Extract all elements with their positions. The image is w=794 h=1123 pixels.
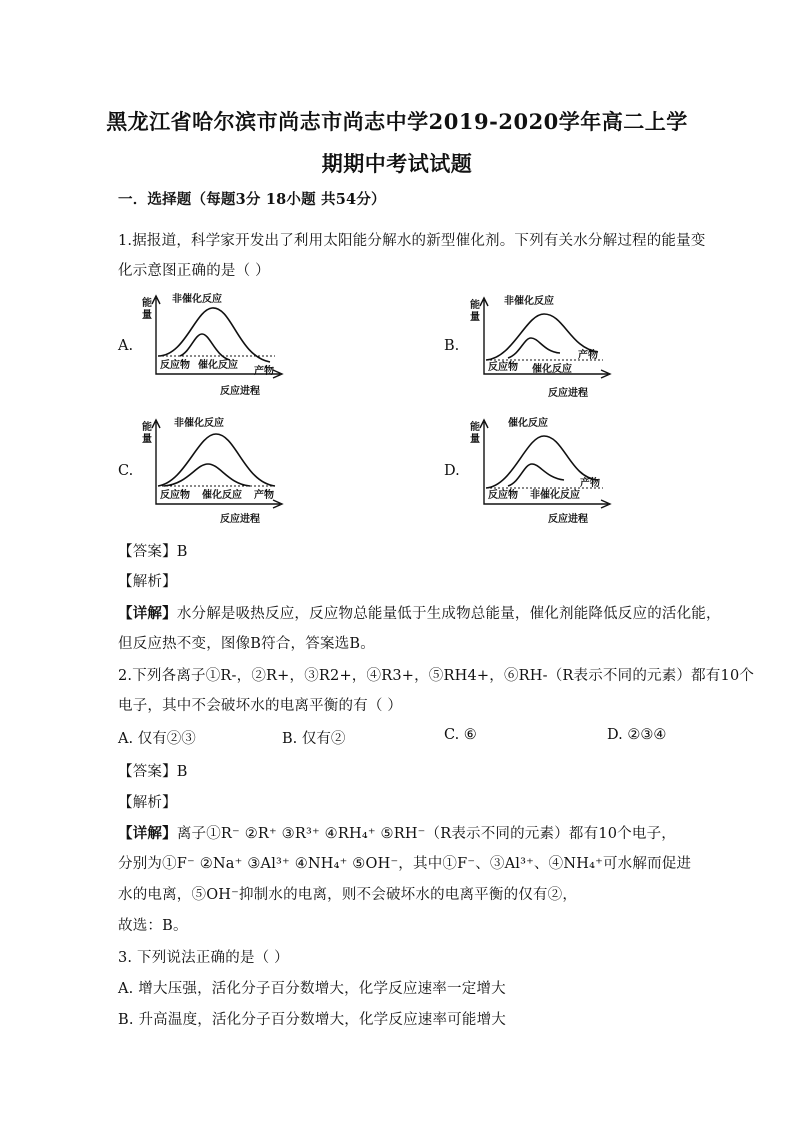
figure-a-bottom-label: 催化反应 bbox=[198, 360, 238, 371]
q2-detail-line1 bbox=[118, 822, 676, 843]
figure-b-bottom-label: 催化反应 bbox=[532, 364, 572, 375]
figure-b-reactant: 反应物 bbox=[488, 362, 518, 373]
figure-d-bottom-label: 非催化反应 bbox=[530, 490, 580, 501]
q1-stem-line2: 化示意图正确的是（ ） bbox=[118, 263, 270, 279]
q1-option-c-label: C. bbox=[118, 463, 134, 479]
figure-a-product: 产物 bbox=[254, 366, 274, 377]
figure-c-reactant: 反应物 bbox=[160, 490, 190, 501]
q1-stem-line1: 1.据报道，科学家开发出了利用太阳能分解水的新型催化剂。下列有关水分解过程的能量变 bbox=[118, 233, 706, 249]
figure-a-ylabel1: 能 bbox=[142, 298, 152, 309]
figure-a-ylabel2: 量 bbox=[142, 310, 152, 321]
q3-stem: 3. 下列说法正确的是（ ） bbox=[118, 950, 289, 966]
figure-b-catalyzed-curve bbox=[508, 338, 560, 358]
q3-option-a: A. 增大压强，活化分子百分数增大，化学反应速率一定增大 bbox=[118, 981, 506, 997]
figure-b-product: 产物 bbox=[578, 350, 598, 361]
figure-d bbox=[468, 414, 618, 526]
figure-b-xlabel: 反应进程 bbox=[548, 388, 588, 399]
q1-answer: 【答案】B bbox=[118, 544, 188, 560]
q2-option-b: B. 仅有② bbox=[282, 731, 346, 747]
figure-d-uncatalyzed-curve bbox=[508, 464, 564, 486]
q2-stem-line2: 电子，其中不会破坏水的电离平衡的有（ ） bbox=[118, 698, 403, 714]
figure-c-ylabel1: 能 bbox=[142, 422, 152, 433]
q3-option-b: B. 升高温度，活化分子百分数增大，化学反应速率可能增大 bbox=[118, 1012, 506, 1028]
q1-option-b-label: B. bbox=[444, 338, 460, 354]
doc-title-line1: 黑龙江省哈尔滨市尚志市尚志中学2019-2020学年高二上学 bbox=[106, 109, 688, 134]
figure-c bbox=[140, 414, 290, 526]
q2-analysis: 【解析】 bbox=[118, 795, 177, 811]
q1-detail-text1: 水分解是吸热反应，反应物总能量低于生成物总能量，催化剂能降低反应的活化能， bbox=[176, 606, 721, 622]
figure-d-product: 产物 bbox=[580, 478, 600, 489]
q1-detail-line2: 但反应热不变，图像B符合，答案选B。 bbox=[118, 636, 375, 652]
figure-b bbox=[468, 292, 618, 402]
figure-c-bottom-label: 催化反应 bbox=[202, 490, 242, 501]
figure-c-top-label: 非催化反应 bbox=[174, 418, 224, 429]
figure-a-xlabel: 反应进程 bbox=[220, 386, 260, 397]
q2-detail-line4: 故选：B。 bbox=[118, 918, 188, 934]
figure-b-ylabel2: 量 bbox=[470, 312, 480, 323]
figure-a-uncatalyzed-curve bbox=[158, 308, 270, 362]
q2-option-d: D. ②③④ bbox=[607, 727, 667, 743]
q2-detail-line2: 分别为①F⁻ ②Na⁺ ③Al³⁺ ④NH₄⁺ ⑤OH⁻，其中①F⁻、③Al³⁺、④NH₄⁺可水解而促进 bbox=[118, 856, 692, 872]
figure-a-top-label: 非催化反应 bbox=[172, 294, 222, 305]
figure-d-ylabel1: 能 bbox=[470, 422, 480, 433]
q2-detail-line3: 水的电离，⑤OH⁻抑制水的电离，则不会破坏水的电离平衡的仅有②， bbox=[118, 887, 578, 903]
figure-a bbox=[140, 290, 290, 400]
figure-d-reactant: 反应物 bbox=[488, 490, 518, 501]
figure-a-reactant: 反应物 bbox=[160, 360, 190, 371]
q2-detail-head: 【详解】 bbox=[118, 825, 177, 842]
q1-option-a-label: A. bbox=[118, 338, 134, 354]
q1-detail-head: 【详解】 bbox=[118, 605, 177, 622]
q2-detail-text1: 离子①R⁻ ②R⁺ ③R³⁺ ④RH₄⁺ ⑤RH⁻（R表示不同的元素）都有10个电子， bbox=[176, 826, 676, 842]
q2-option-c: C. ⑥ bbox=[444, 727, 477, 743]
figure-d-xlabel: 反应进程 bbox=[548, 514, 588, 525]
q1-option-d-label: D. bbox=[444, 463, 460, 479]
q2-stem-line1: 2.下列各离子①R-，②R+，③R2+，④R3+，⑤RH4+，⑥RH-（R表示不同的元素）都有10个 bbox=[118, 668, 755, 684]
figure-d-top-label: 催化反应 bbox=[508, 418, 548, 429]
figure-b-ylabel1: 能 bbox=[470, 300, 480, 311]
figure-c-product: 产物 bbox=[254, 490, 274, 501]
figure-c-xlabel: 反应进程 bbox=[220, 514, 260, 525]
section-heading: 一．选择题（每题3分 18小题 共54分） bbox=[118, 191, 386, 208]
q2-option-a: A. 仅有②③ bbox=[118, 731, 196, 747]
doc-title-line2: 期期中考试试题 bbox=[321, 151, 473, 176]
figure-d-ylabel2: 量 bbox=[470, 434, 480, 445]
q1-detail-line1 bbox=[118, 602, 721, 623]
q2-answer: 【答案】B bbox=[118, 764, 188, 780]
q1-analysis: 【解析】 bbox=[118, 574, 177, 590]
figure-c-ylabel2: 量 bbox=[142, 434, 152, 445]
figure-c-uncatalyzed-curve bbox=[158, 434, 275, 486]
figure-b-top-label: 非催化反应 bbox=[504, 296, 554, 307]
